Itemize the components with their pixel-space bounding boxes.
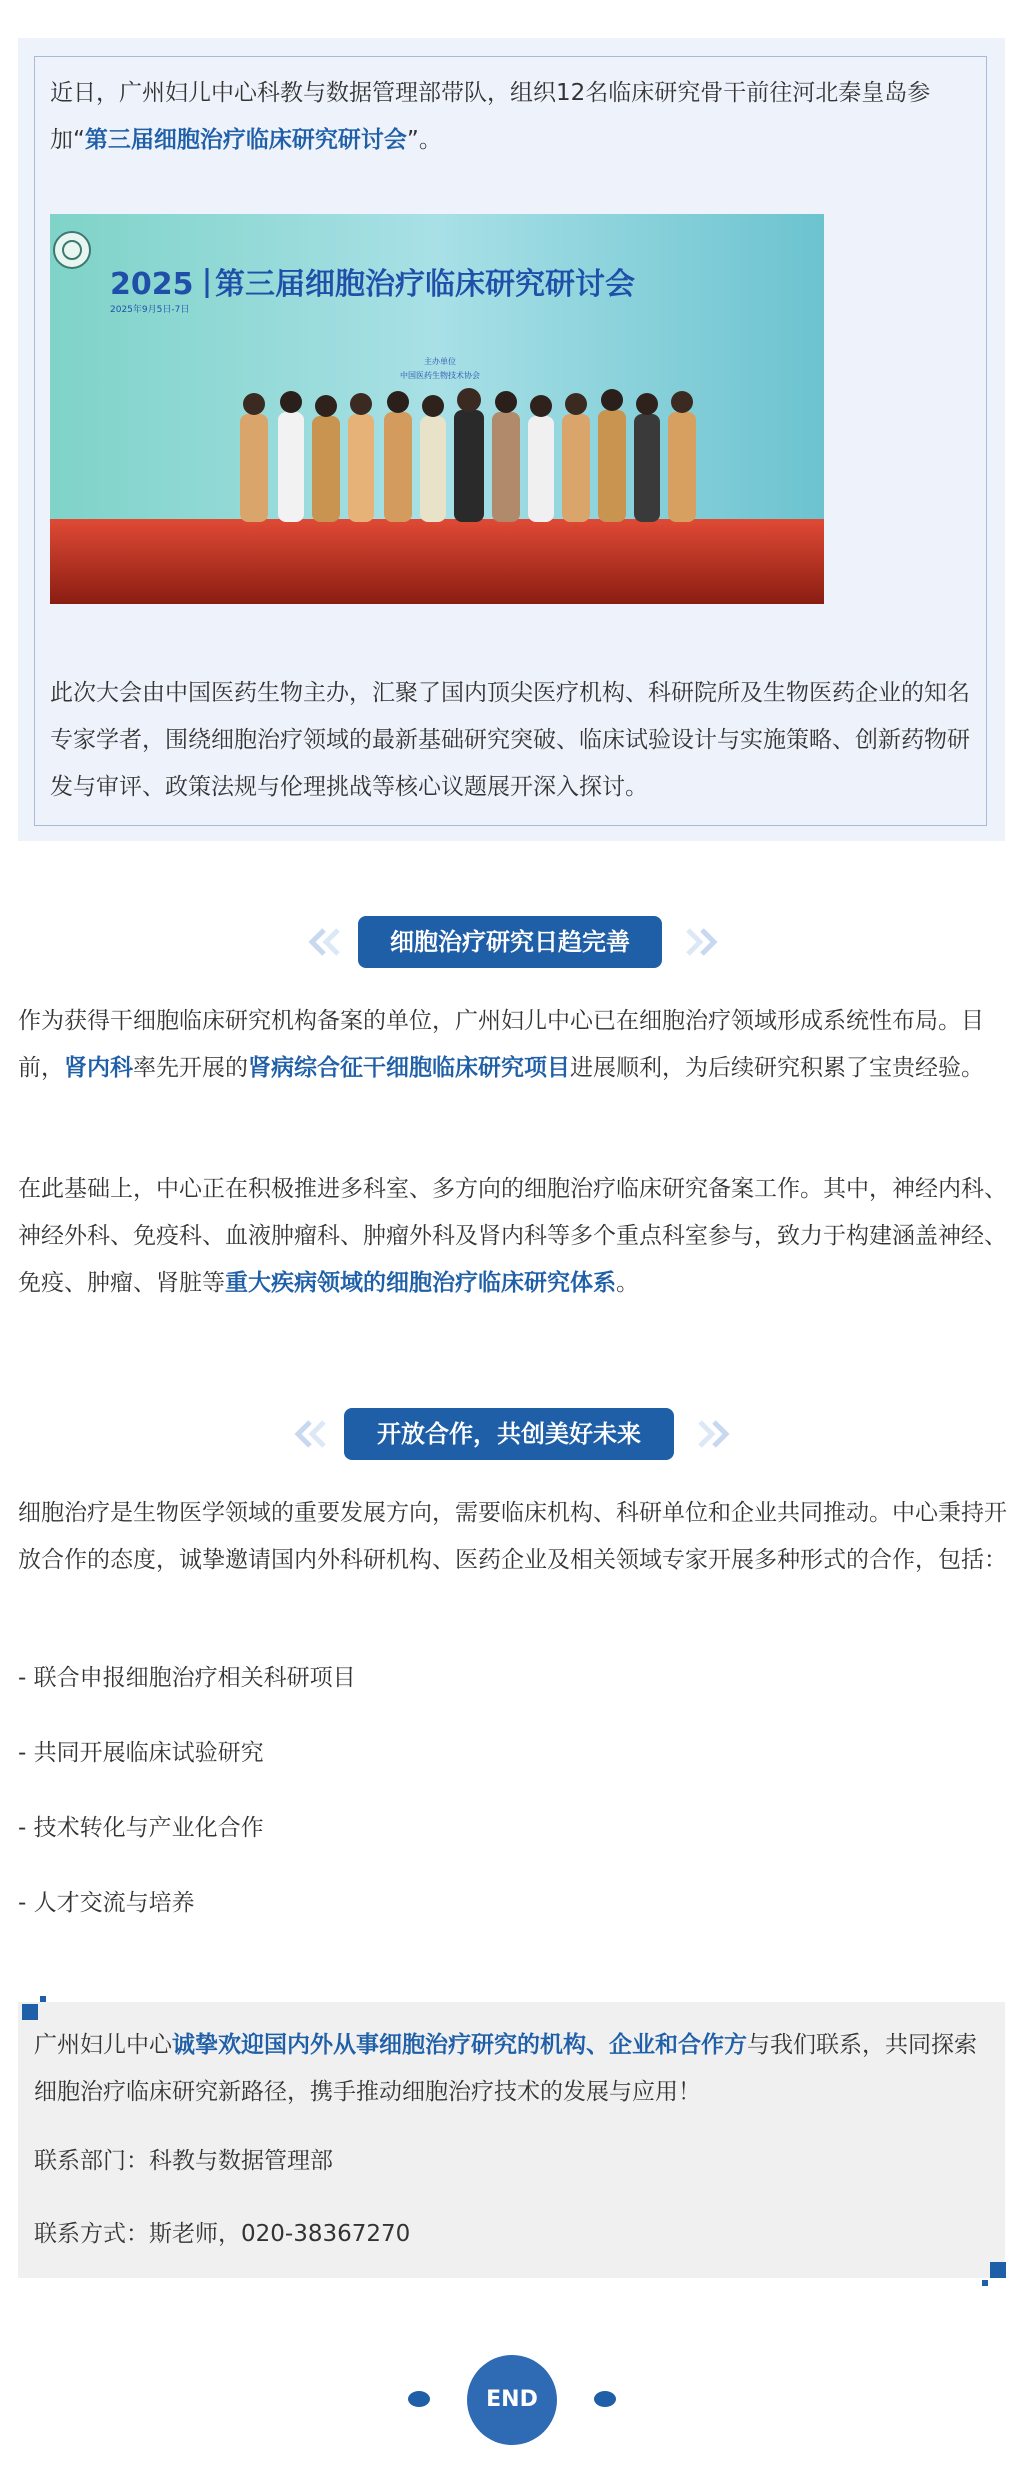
section-title-cooperation bbox=[0, 1408, 1025, 1460]
end-badge: END bbox=[467, 2355, 557, 2445]
banner-year: 2025 bbox=[110, 267, 194, 302]
contact-invitation bbox=[34, 2022, 994, 2116]
intro-text-end: ”。 bbox=[406, 127, 442, 153]
conference-summary: 此次大会由中国医药生物主办，汇聚了国内顶尖医疗机构、科研院所及生物医药企业的知名专家学者，围绕细胞治疗领域的最新基础研究突破、临床试验设计与实施策略、创新药物研发与审评、政策法规与伦理挑战等核心议题展开深入探讨。 bbox=[50, 680, 970, 800]
highlight-research-system: 重大疾病领域的细胞治疗临床研究体系 bbox=[225, 1270, 616, 1296]
text: 进展顺利，为后续研究积累了宝贵经验。 bbox=[570, 1055, 984, 1081]
list-item: - 人才交流与培养 bbox=[18, 1890, 195, 1916]
banner-date: 2025年9月5日-7日 bbox=[110, 305, 190, 315]
intro-text: 近日，广州妇儿中心科教与数据管理部带队，组织12名临床研究骨干前往河北秦皇岛参加“ bbox=[50, 80, 931, 153]
highlight-invitation: 诚挚欢迎国内外从事细胞治疗研究的机构、企业和合作方 bbox=[172, 2032, 747, 2058]
end-dot-right bbox=[594, 2391, 616, 2407]
organizer-label: 主办单位 bbox=[424, 357, 456, 366]
double-chevron-left-icon bbox=[306, 926, 346, 958]
section-title-cell-therapy bbox=[0, 916, 1025, 968]
section1-paragraph-1 bbox=[18, 998, 1008, 1092]
section2-paragraph: 细胞治疗是生物医学领域的重要发展方向，需要临床机构、科研单位和企业共同推动。中心秉持开放合作的态度，诚挚邀请国内外科研机构、医药企业及相关领域专家开展多种形式的合作，包括： bbox=[18, 1500, 1007, 1573]
list-item: - 联合申报细胞治疗相关科研项目 bbox=[18, 1665, 356, 1691]
double-chevron-right-icon bbox=[680, 926, 720, 958]
event-group-photo bbox=[50, 214, 824, 604]
banner-title: 第三届细胞治疗临床研究研讨会 bbox=[215, 267, 635, 302]
organizer-name: 中国医药生物技术协会 bbox=[400, 371, 480, 380]
section1-paragraph-2 bbox=[18, 1166, 1008, 1307]
conference-name: 第三届细胞治疗临床研究研讨会 bbox=[84, 127, 407, 153]
text: 与我们联系，共同探索细胞治疗临床研究新路径，携手推动细胞治疗技术的发展与应用！ bbox=[34, 2032, 977, 2105]
double-chevron-left-icon bbox=[292, 1418, 332, 1450]
end-dot-left bbox=[408, 2391, 430, 2407]
corner-ornament-icon bbox=[22, 1994, 48, 2020]
section-title-label: 开放合作，共创美好未来 bbox=[344, 1408, 674, 1460]
double-chevron-right-icon bbox=[692, 1418, 732, 1450]
contact-department: 联系部门：科教与数据管理部 bbox=[34, 2148, 333, 2174]
text: 在此基础上，中心正在积极推进多科室、多方向的细胞治疗临床研究备案工作。其中，神经内科、神经外科、免疫科、血液肿瘤科、肿瘤外科及肾内科等多个重点科室参与，致力于构建涵盖神经、免疫、肿瘤、肾脏等 bbox=[18, 1176, 1007, 1296]
list-item: - 技术转化与产业化合作 bbox=[18, 1815, 264, 1841]
text: 广州妇儿中心 bbox=[34, 2032, 172, 2058]
corner-ornament-icon bbox=[980, 2262, 1006, 2288]
text: 率先开展的 bbox=[133, 1055, 248, 1081]
list-item: - 共同开展临床试验研究 bbox=[18, 1740, 264, 1766]
intro-paragraph bbox=[50, 70, 980, 164]
highlight-project: 肾病综合征干细胞临床研究项目 bbox=[248, 1055, 570, 1081]
text: 作为获得干细胞临床研究机构备案的单位，广州妇儿中心已在细胞治疗领域形成系统性布局。目前， bbox=[18, 1008, 984, 1081]
contact-phone: 联系方式：斯老师，020-38367270 bbox=[34, 2221, 411, 2247]
section-title-label: 细胞治疗研究日趋完善 bbox=[358, 916, 662, 968]
text: 。 bbox=[616, 1270, 639, 1296]
highlight-department: 肾内科 bbox=[64, 1055, 133, 1081]
